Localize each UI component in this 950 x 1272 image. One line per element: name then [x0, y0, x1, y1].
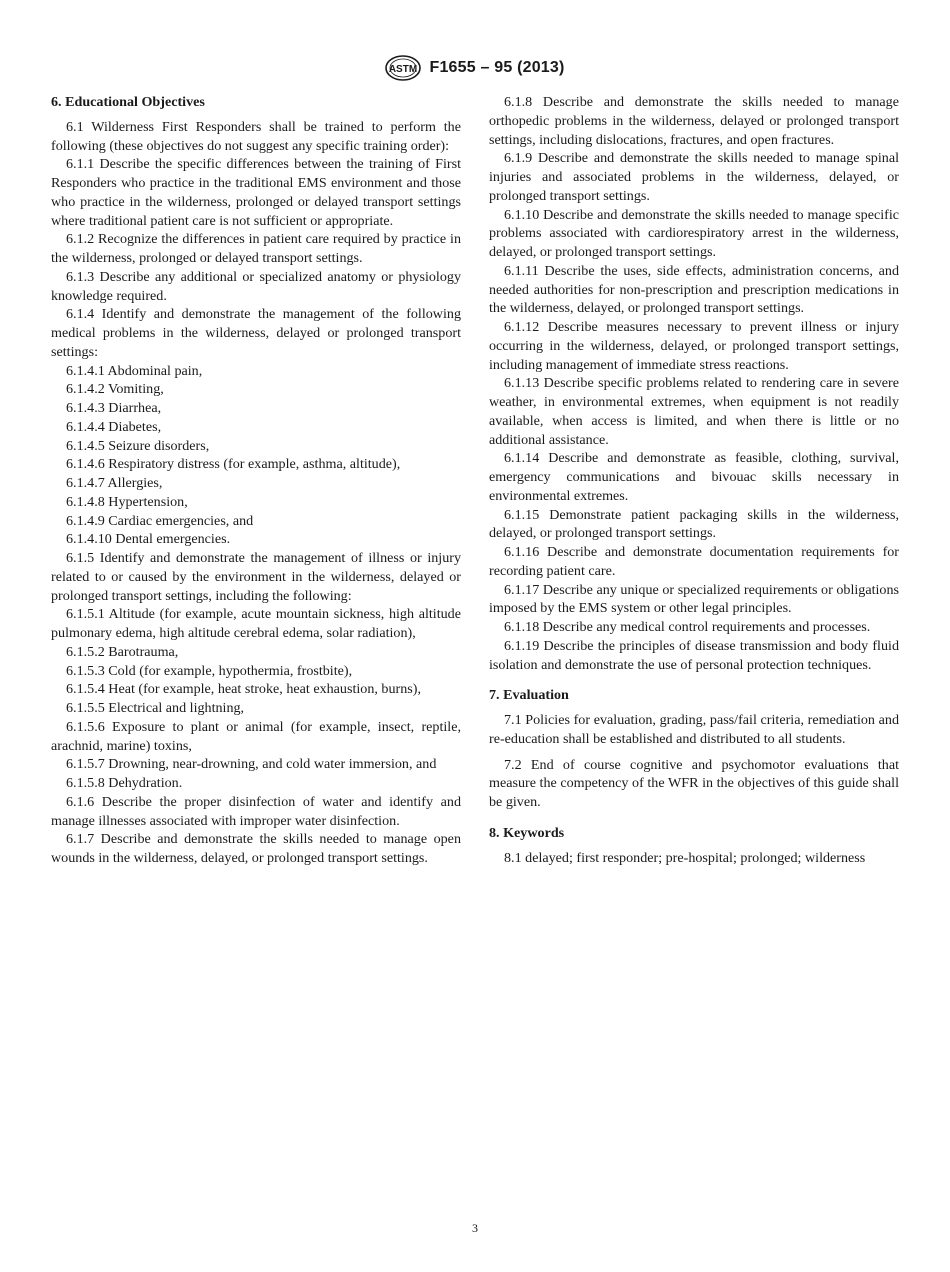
- paragraph-6-1-17: 6.1.17 Describe any unique or specialized requirements or obligations imposed by the EMS system or other legal principles.: [489, 581, 899, 617]
- paragraph-6-1-8: 6.1.8 Describe and demonstrate the skills needed to manage orthopedic problems in the wilderness, delayed or prolonged transport settings, including dislocations, fractures, and open fractures.: [489, 94, 899, 148]
- list-item: 6.1.5.5 Electrical and lightning,: [66, 700, 245, 716]
- list-item: 6.1.4.10 Dental emergencies.: [66, 531, 231, 548]
- left-column: [51, 93, 461, 868]
- astm-logo-text: ASTM: [389, 64, 418, 75]
- paragraph-6-1-4: 6.1.4 Identify and demonstrate the management of the following medical problems in the wilderness, delayed or prolonged transport settings:: [51, 306, 461, 360]
- list-item: 6.1.5.3 Cold (for example, hypothermia, frostbite),: [66, 662, 353, 679]
- paragraph-6-1-19: 6.1.19 Describe the principles of disease transmission and body fluid isolation and demonstrate the use of personal protection techniques.: [489, 637, 899, 673]
- paragraph-6-1-9: 6.1.9 Describe and demonstrate the skills needed to manage spinal injuries and associated problems in the wilderness, delayed, or prolonged transport settings.: [489, 150, 899, 204]
- astm-logo-icon: [385, 55, 421, 81]
- list-item: 6.1.4.8 Hypertension,: [66, 493, 188, 510]
- list-item: 6.1.5.6 Exposure to plant or animal (for example, insect, reptile, arachnid, marine) toxins,: [51, 718, 461, 754]
- paragraph-6-1-11: 6.1.11 Describe the uses, side effects, administration concerns, and needed authorities for non-prescription and prescription medications in the wilderness, delayed, or prolonged transport settings.: [489, 262, 899, 317]
- section-8-heading: 8. Keywords: [489, 824, 565, 841]
- paragraph-6-1-5: 6.1.5 Identify and demonstrate the management of illness or injury related to or caused by the environment in the wilderness, delayed or prolonged transport settings, including the following:: [51, 550, 461, 604]
- paragraph-6-1-15: 6.1.15 Demonstrate patient packaging skills in the wilderness, delayed, or prolonged transport settings.: [489, 506, 899, 542]
- list-item: 6.1.5.2 Barotrauma,: [66, 643, 179, 660]
- paragraph-6-1-16: 6.1.16 Describe and demonstrate documentation requirements for recording patient care.: [489, 544, 899, 579]
- paragraph-6-1-13: 6.1.13 Describe specific problems related to rendering care in severe weather, in environmental extremes, when equipment is not readily available, when access is limited, and when there is little or no additional assistance.: [489, 375, 899, 448]
- paragraph-7-1: 7.1 Policies for evaluation, grading, pass/fail criteria, remediation and re-education shall be established and distributed to all students.: [489, 712, 899, 747]
- paragraph-6-1-14: 6.1.14 Describe and demonstrate as feasible, clothing, survival, emergency communications and bivouac skills necessary in environmental extremes.: [489, 450, 899, 504]
- list-item: 6.1.4.9 Cardiac emergencies, and: [66, 512, 254, 529]
- paragraph-6-1-1: 6.1.1 Describe the specific differences between the training of First Responders who practice in the traditional EMS environment and those who practice in the wilderness, prolonged or delayed transport settings where traditional patient care is not sufficient or appropriate.: [51, 156, 461, 229]
- paragraph-7-2: 7.2 End of course cognitive and psychomotor evaluations that measure the competency of the WFR in the objectives of this guide shall be given.: [489, 756, 899, 810]
- page-number: 3: [472, 1221, 478, 1235]
- right-column: [489, 93, 899, 867]
- list-item: 6.1.5.1 Altitude (for example, acute mountain sickness, high altitude pulmonary edema, high altitude cerebral edema, solar radiation),: [51, 606, 461, 641]
- paragraph-6-1: 6.1 Wilderness First Responders shall be trained to perform the following (these objectives do not suggest any specific training order):: [51, 118, 461, 154]
- paragraph-6-1-7: 6.1.7 Describe and demonstrate the skills needed to manage open wounds in the wilderness, delayed, or prolonged transport settings.: [51, 831, 461, 866]
- section-6-heading: 6. Educational Objectives: [51, 94, 205, 110]
- paragraph-6-1-2: 6.1.2 Recognize the differences in patient care required by practice in the wilderness, prolonged or delayed transport settings.: [51, 231, 461, 266]
- list-item: 6.1.4.3 Diarrhea,: [66, 400, 162, 416]
- list-item: 6.1.5.7 Drowning, near-drowning, and cold water immersion, and: [66, 756, 437, 773]
- paragraph-8-1: 8.1 delayed; first responder; pre-hospital; prolonged; wilderness: [504, 849, 866, 866]
- section-8: [489, 824, 899, 868]
- list-item: 6.1.4.6 Respiratory distress (for example, asthma, altitude),: [66, 456, 401, 473]
- list-item: 6.1.4.1 Abdominal pain,: [66, 362, 203, 379]
- list-item: 6.1.4.5 Seizure disorders,: [66, 437, 210, 454]
- paragraph-6-1-10: 6.1.10 Describe and demonstrate the skills needed to manage specific problems associated with cardiorespiratory arrest in the wilderness, delayed, or prolonged transport settings.: [489, 206, 899, 260]
- paragraph-6-1-12: 6.1.12 Describe measures necessary to prevent illness or injury occurring in the wilderness, delayed, or prolonged transport settings, including management of immediate stress reactions.: [489, 319, 899, 373]
- paragraph-6-1-18: 6.1.18 Describe any medical control requirements and processes.: [504, 619, 871, 635]
- list-item: 6.1.5.8 Dehydration.: [66, 775, 183, 791]
- paragraph-6-1-3: 6.1.3 Describe any additional or specialized anatomy or physiology knowledge required.: [51, 268, 461, 304]
- list-item: 6.1.4.7 Allergies,: [66, 475, 163, 491]
- list-item: 6.1.4.2 Vomiting,: [66, 381, 164, 398]
- section-7: [489, 686, 899, 812]
- page-header: [0, 55, 950, 81]
- standard-designation: F1655 – 95 (2013): [429, 59, 565, 76]
- list-item: 6.1.4.4 Diabetes,: [66, 418, 162, 435]
- paragraph-6-1-6: 6.1.6 Describe the proper disinfection of water and identify and manage illnesses associated with improper water disinfection.: [51, 793, 461, 829]
- list-item: 6.1.5.4 Heat (for example, heat stroke, heat exhaustion, burns),: [66, 681, 421, 698]
- section-7-heading: 7. Evaluation: [489, 687, 569, 704]
